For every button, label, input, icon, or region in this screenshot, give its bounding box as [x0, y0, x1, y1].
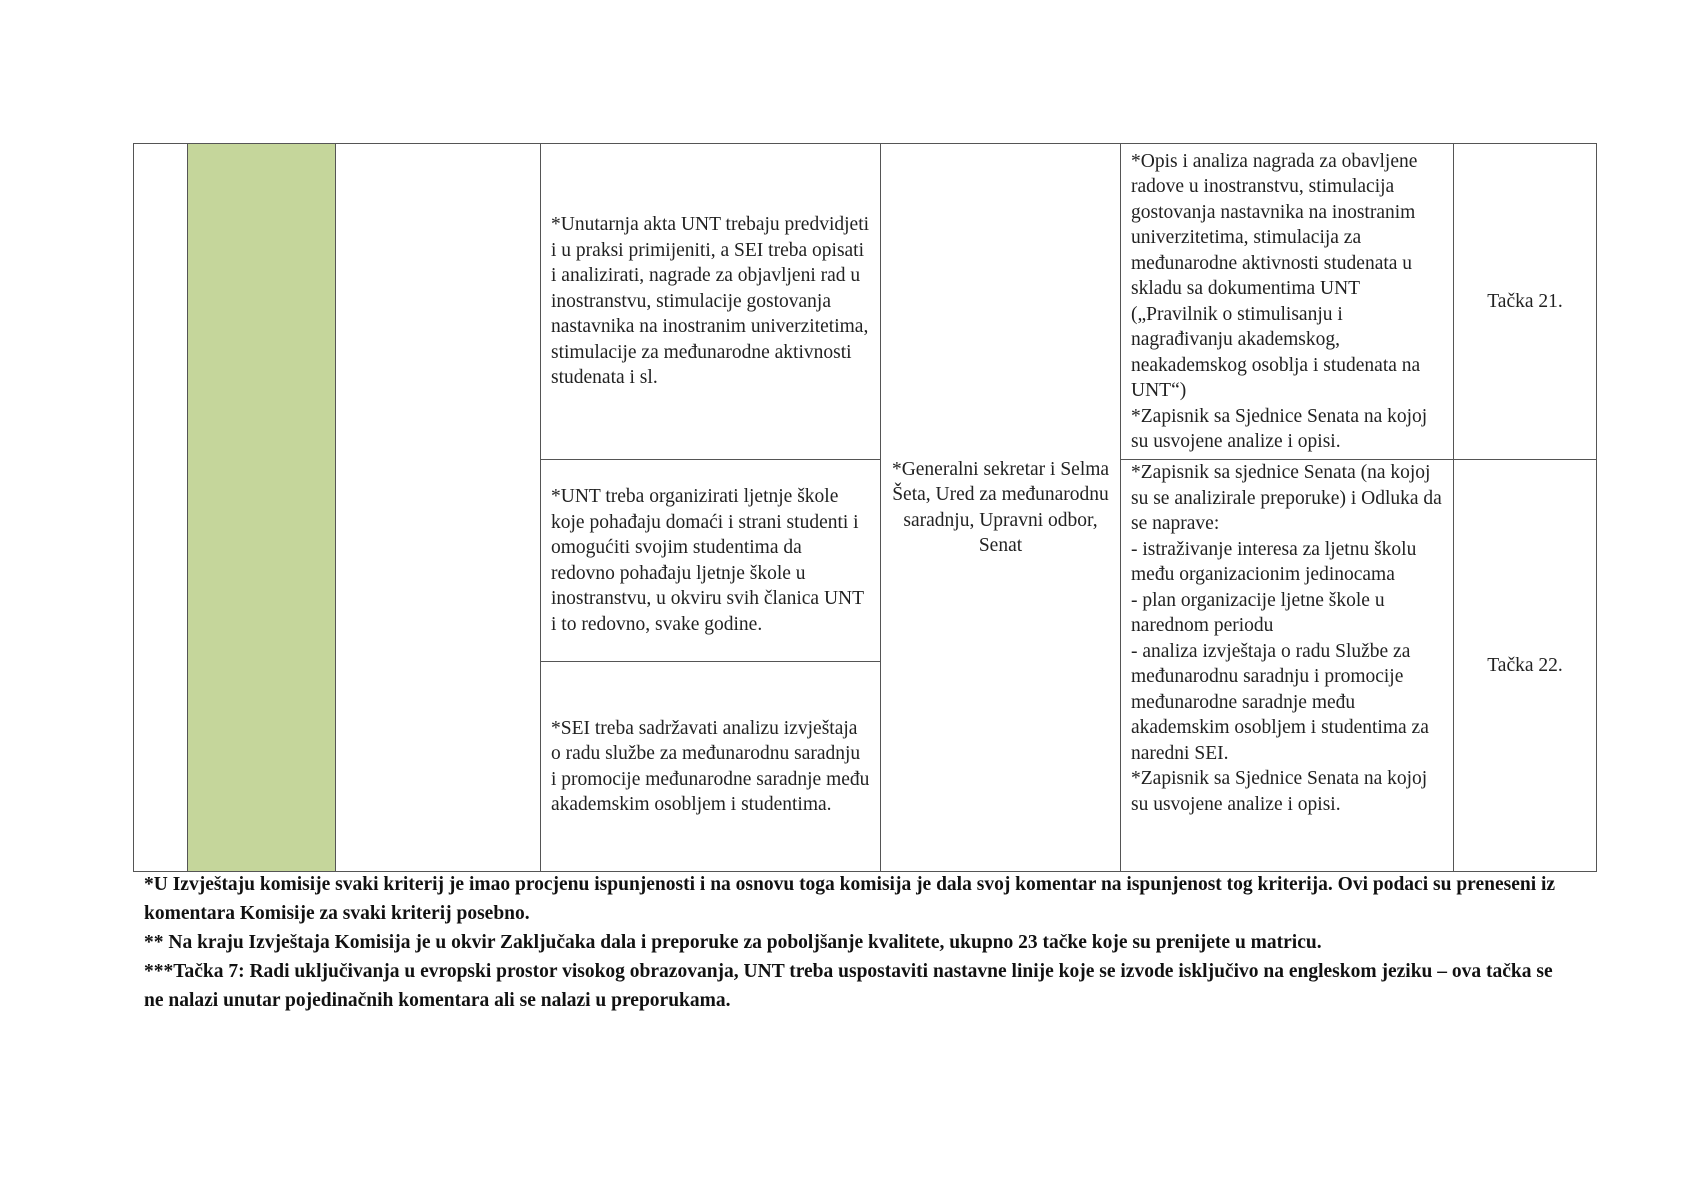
- evidence-cell: [1121, 460, 1454, 872]
- evidence-text: - analiza izvještaja o radu Službe za međunarodnu saradnju i promocije međunarodne saradnje među akademskim osobljem i studentima za naredni SEI.: [1131, 640, 1429, 764]
- evidence-text: *Zapisnik sa Sjednice Senata na kojoj su usvojene analize i opisi.: [1131, 405, 1428, 452]
- table-row: [134, 144, 1597, 460]
- criterion-cell-green: [188, 144, 336, 872]
- recommendation-cell: [541, 144, 881, 460]
- comment-cell: [336, 144, 541, 872]
- recommendation-text: *Unutarnja akta UNT trebaju predvidjeti i u praksi primijeniti, a SEI treba opisati i analizirati, nagrade za objavljeni rad u inostranstvu, stimulacije gostovanja nastavnika na inostranim univerzitetima, stimulacije za međunarodne aktivnosti studenata i sl.: [551, 214, 870, 389]
- evidence-text: - plan organizacije ljetne škole u narednom periodu: [1131, 589, 1385, 636]
- quality-matrix-table: [133, 143, 1597, 872]
- evidence-text: *Opis i analiza nagrada za obavljene radove u inostranstvu, stimulacija gostovanja nastavnika na inostranim univerzitetima, stimulacija za međunarodne aktivnosti studenata u skladu sa dokumentima UNT („Pravilnik o stimulisanju i nagrađivanju akademskog, neakademskog osoblja i studenata na UNT“): [1131, 150, 1421, 401]
- evidence-text: - istraživanje interesa za ljetnu školu među organizacionim jedinocama: [1131, 538, 1417, 585]
- evidence-text: *Zapisnik sa sjednice Senata (na kojoj su se analizirale preporuke) i Odluka da se naprave:: [1131, 462, 1442, 534]
- point-cell: [1454, 144, 1597, 460]
- recommendation-text: *UNT treba organizirati ljetnje škole koje pohađaju domaći i strani studenti i omogućiti svojim studentima da redovno pohađaju ljetnje škole u inostranstvu, u okviru svih članica UNT i to redovno, svake godine.: [551, 486, 864, 635]
- responsible-text: *Generalni sekretar i Selma Šeta, Ured za međunarodnu saradnju, Upravni odbor, Senat: [891, 458, 1110, 556]
- footnote: ** Na kraju Izvještaja Komisija je u okvir Zaključaka dala i preporuke za poboljšanje kvalitete, ukupno 23 tačke koje su prenijete u matricu.: [144, 932, 1322, 953]
- point-label: Tačka 22.: [1487, 654, 1563, 676]
- recommendation-cell: [541, 662, 881, 872]
- recommendation-text: *SEI treba sadržavati analizu izvještaja o radu službe za međunarodnu saradnju i promocije međunarodne saradnje među akademskim osobljem i studentima.: [551, 717, 870, 815]
- footnote: ***Tačka 7: Radi uključivanja u evropski prostor visokog obrazovanja, UNT treba uspostaviti nastavne linije koje se izvode isključivo na engleskom jeziku – ova tačka se ne nalazi unutar pojedinačnih komentara ali se nalazi u preporukama.: [144, 961, 1553, 1011]
- recommendation-cell: [541, 460, 881, 662]
- number-cell: [134, 144, 188, 872]
- point-cell: [1454, 460, 1597, 872]
- footnotes: [144, 870, 1564, 1015]
- evidence-text: *Zapisnik sa Sjednice Senata na kojoj su usvojene analize i opisi.: [1131, 768, 1428, 815]
- point-label: Tačka 21.: [1487, 290, 1563, 312]
- responsible-cell: [881, 144, 1121, 872]
- evidence-cell: [1121, 144, 1454, 460]
- footnote: *U Izvještaju komisije svaki kriterij je imao procjenu ispunjenosti i na osnovu toga komisija je dala svoj komentar na ispunjenost tog kriterija. Ovi podaci su preneseni iz komentara Komisije za svaki kriterij posebno.: [144, 874, 1556, 924]
